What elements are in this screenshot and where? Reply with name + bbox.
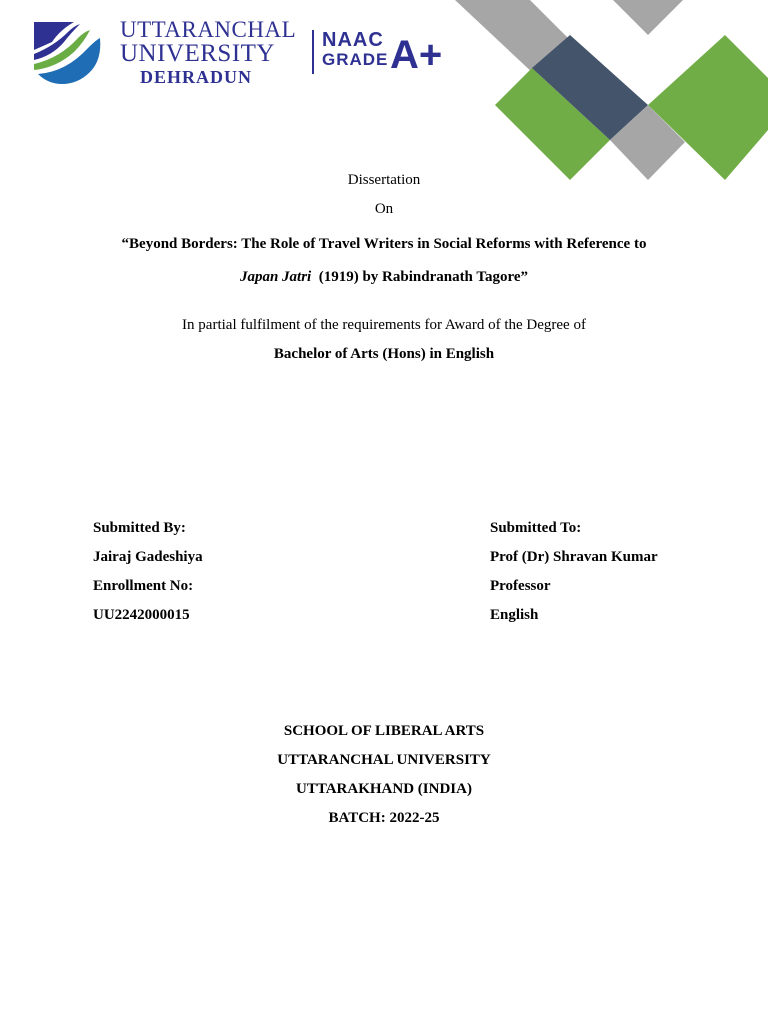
submitted-to-label: Submitted To: <box>490 520 582 536</box>
naac-badge <box>322 30 388 70</box>
requirement-text: In partial fulfilment of the requirements for Award of the Degree of <box>182 317 586 333</box>
supervisor-department: English <box>490 607 539 623</box>
university-name-line1: UTTARANCHAL <box>120 17 297 42</box>
naac-label: NAAC <box>322 29 384 51</box>
submitted-by-label: Submitted By: <box>93 520 186 536</box>
grade-label: GRADE <box>322 50 389 69</box>
title-line2-rest: (1919) by Rabindranath Tagore” <box>318 269 529 285</box>
degree-name: Bachelor of Arts (Hons) in English <box>273 346 495 362</box>
book-title: Japan Jatri <box>239 269 312 285</box>
gray-diamond-top-right <box>613 0 683 35</box>
supervisor-name: Prof (Dr) Shravan Kumar <box>490 549 658 565</box>
dissertation-title-line2 <box>0 269 768 286</box>
uttaranchal-crest-icon <box>34 20 102 84</box>
supervisor-designation: Professor <box>490 578 551 594</box>
student-name: Jairaj Gadeshiya <box>93 549 203 565</box>
on-label: On <box>374 201 394 217</box>
dissertation-label: Dissertation <box>347 172 421 188</box>
decorative-diamonds <box>455 0 768 185</box>
school-name: SCHOOL OF LIBERAL ARTS <box>283 723 485 739</box>
logo-divider <box>312 30 314 74</box>
grade-text: A+ <box>390 34 443 72</box>
dissertation-title-line1: “Beyond Borders: The Role of Travel Writers in Social Reforms with Reference to <box>121 236 647 252</box>
university-name-line2: UNIVERSITY <box>120 40 275 67</box>
state-name: UTTARAKHAND (INDIA) <box>296 781 472 797</box>
enrollment-number: UU2242000015 <box>93 607 190 623</box>
university-logo <box>34 17 443 87</box>
enrollment-label: Enrollment No: <box>93 578 194 594</box>
batch-label: BATCH: 2022-25 <box>328 810 440 826</box>
university-city: DEHRADUN <box>140 67 253 87</box>
grade-a-plus-mark <box>390 34 448 72</box>
university-name <box>120 18 310 88</box>
university-name-footer: UTTARANCHAL UNIVERSITY <box>277 752 491 768</box>
